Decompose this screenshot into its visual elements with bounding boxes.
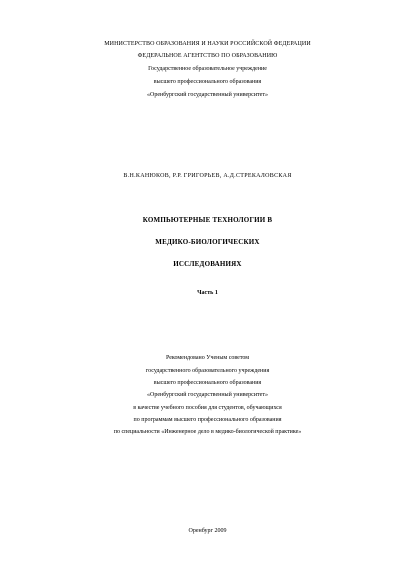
ministry-heading: МИНИСТЕРСТВО ОБРАЗОВАНИЯ И НАУКИ РОССИЙСКОЙ ФЕДЕРАЦИИ <box>104 41 311 47</box>
recommendation-line-4: «Оренбургский государственный университет» <box>147 392 268 398</box>
recommendation-line-2: государственного образовательного учреждения <box>145 368 270 374</box>
book-title-line-2: МЕДИКО-БИОЛОГИЧЕСКИХ <box>155 238 260 246</box>
recommendation-line-3: высшего профессионального образования <box>153 380 262 386</box>
agency-heading: ФЕДЕРАЛЬНОЕ АГЕНТСТВО ПО ОБРАЗОВАНИЮ <box>137 53 278 59</box>
recommendation-line-6: по программам высшего профессионального образования <box>133 417 282 423</box>
book-title-line-3: ИССЛЕДОВАНИЯХ <box>173 260 242 268</box>
recommendation-line-1: Рекомендовано Ученым советом <box>165 355 250 361</box>
institution-line-3: «Оренбургский государственный университет» <box>147 92 268 98</box>
institution-line-1: Государственное образовательное учреждение <box>148 66 267 72</box>
authors: В.Н.КАНЮКОВ, Р.Р. ГРИГОРЬЕВ, А.Д.СТРЕКАЛОВСКАЯ <box>123 173 292 179</box>
place-and-year: Оренбург 2009 <box>188 528 227 534</box>
book-title-line-1: КОМПЬЮТЕРНЫЕ ТЕХНОЛОГИИ В <box>142 216 273 224</box>
recommendation-line-5: в качестве учебного пособия для студентов, обучающихся <box>133 405 282 411</box>
institution-line-2: высшего профессионального образования <box>153 79 262 85</box>
part-number: Часть 1 <box>197 290 218 296</box>
recommendation-line-7: по специальности «Инженерное дело в медико-биологической практике» <box>113 429 302 435</box>
